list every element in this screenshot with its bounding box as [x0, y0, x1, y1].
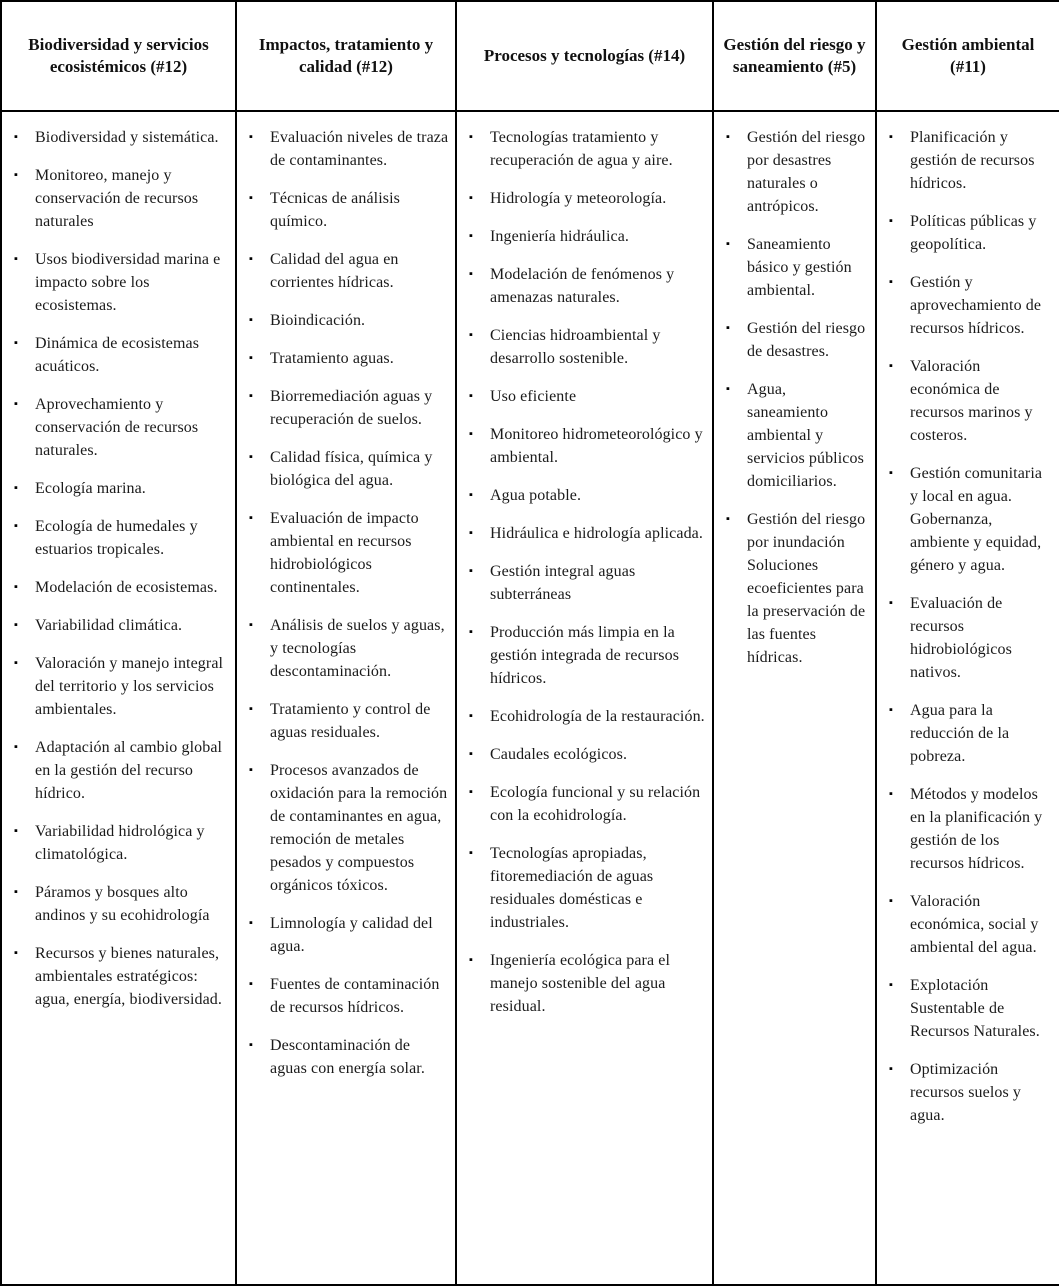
- list-item: [14, 393, 229, 462]
- topic-text: Gestión integral aguas subterráneas: [490, 563, 636, 603]
- bullet-icon: ▪: [889, 360, 893, 372]
- bullet-icon: ▪: [14, 657, 18, 669]
- bullet-icon: ▪: [469, 131, 473, 143]
- list-item: [889, 210, 1053, 256]
- list-item: [889, 974, 1053, 1043]
- topic-list-impactos: [249, 126, 449, 1080]
- list-item: [14, 736, 229, 805]
- topic-text: Evaluación de impacto ambiental en recursos hidrobiológicos continentales.: [270, 510, 419, 596]
- list-item: [249, 912, 449, 958]
- topic-text: Evaluación niveles de traza de contaminantes.: [270, 129, 449, 169]
- topic-text: Hidráulica e hidrología aplicada.: [490, 525, 703, 542]
- topic-text: Hidrología y meteorología.: [490, 190, 667, 207]
- list-item: [469, 263, 706, 309]
- list-item: [249, 614, 449, 683]
- bullet-icon: ▪: [469, 710, 473, 722]
- list-item: [249, 126, 449, 172]
- bullet-icon: ▪: [469, 192, 473, 204]
- column-cell-impactos: [236, 111, 456, 1285]
- bullet-icon: ▪: [14, 169, 18, 181]
- topic-text: Variabilidad hidrológica y climatológica.: [35, 823, 205, 863]
- bullet-icon: ▪: [889, 788, 893, 800]
- topic-list-biodiversidad: [14, 126, 229, 1011]
- list-item: [14, 614, 229, 637]
- topic-text: Saneamiento básico y gestión ambiental.: [747, 236, 852, 299]
- topic-text: Monitoreo, manejo y conservación de recursos naturales: [35, 167, 199, 230]
- list-item: [14, 164, 229, 233]
- bullet-icon: ▪: [469, 428, 473, 440]
- bullet-icon: ▪: [469, 489, 473, 501]
- bullet-icon: ▪: [726, 383, 730, 395]
- bullet-icon: ▪: [14, 619, 18, 631]
- topic-list-gestion-ambiental: [889, 126, 1053, 1127]
- list-item: [469, 560, 706, 606]
- list-item: [889, 126, 1053, 195]
- list-item: [889, 1058, 1053, 1127]
- list-item: [14, 477, 229, 500]
- bullet-icon: ▪: [469, 230, 473, 242]
- list-item: [249, 309, 449, 332]
- bullet-icon: ▪: [14, 947, 18, 959]
- topic-text: Valoración y manejo integral del territorio y los servicios ambientales.: [35, 655, 224, 718]
- topic-text: Adaptación al cambio global en la gestión del recurso hídrico.: [35, 739, 223, 802]
- bullet-icon: ▪: [889, 597, 893, 609]
- list-item: [726, 317, 869, 363]
- list-item: [726, 508, 869, 669]
- bullet-icon: ▪: [726, 238, 730, 250]
- list-item: [249, 507, 449, 599]
- topic-list-riesgo-saneamiento: [726, 126, 869, 669]
- bullet-icon: ▪: [249, 192, 253, 204]
- column-header-procesos: Procesos y tecnologías (#14): [456, 1, 713, 111]
- bullet-icon: ▪: [469, 748, 473, 760]
- bullet-icon: ▪: [726, 131, 730, 143]
- topic-text: Uso eficiente: [490, 388, 577, 405]
- list-item: [249, 347, 449, 370]
- list-item: [249, 248, 449, 294]
- topic-text: Agua para la reducción de la pobreza.: [910, 702, 1010, 765]
- topic-text: Tratamiento aguas.: [270, 350, 394, 367]
- column-cell-gestion-ambiental: [876, 111, 1059, 1285]
- column-cell-biodiversidad: [1, 111, 236, 1285]
- bullet-icon: ▪: [469, 954, 473, 966]
- list-item: [889, 462, 1053, 577]
- column-cell-riesgo-saneamiento: [713, 111, 876, 1285]
- topic-text: Ciencias hidroambiental y desarrollo sostenible.: [490, 327, 661, 367]
- bullet-icon: ▪: [249, 703, 253, 715]
- bullet-icon: ▪: [14, 581, 18, 593]
- topic-text: Ingeniería ecológica para el manejo sostenible del agua residual.: [490, 952, 671, 1015]
- topic-text: Tecnologías apropiadas, fitoremediación de aguas residuales domésticas e industriales.: [490, 845, 654, 931]
- bullet-icon: ▪: [889, 895, 893, 907]
- list-item: [469, 949, 706, 1018]
- topic-text: Recursos y bienes naturales, ambientales estratégicos: agua, energía, biodiversidad.: [35, 945, 222, 1008]
- bullet-icon: ▪: [249, 764, 253, 776]
- list-item: [469, 126, 706, 172]
- list-item: [469, 522, 706, 545]
- bullet-icon: ▪: [469, 626, 473, 638]
- list-item: [249, 187, 449, 233]
- bullet-icon: ▪: [249, 451, 253, 463]
- list-item: [14, 515, 229, 561]
- bullet-icon: ▪: [249, 512, 253, 524]
- list-item: [469, 621, 706, 690]
- bullet-icon: ▪: [889, 215, 893, 227]
- topic-list-procesos: [469, 126, 706, 1018]
- list-item: [469, 225, 706, 248]
- topic-text: Análisis de suelos y aguas, y tecnologías descontaminación.: [270, 617, 445, 680]
- list-item: [469, 385, 706, 408]
- topic-text: Ingeniería hidráulica.: [490, 228, 630, 245]
- topic-text: Páramos y bosques alto andinos y su ecohidrología: [35, 884, 210, 924]
- topic-text: Gestión y aprovechamiento de recursos hídricos.: [910, 274, 1042, 337]
- bullet-icon: ▪: [889, 131, 893, 143]
- list-item: [889, 783, 1053, 875]
- topic-text: Valoración económica, social y ambiental del agua.: [910, 893, 1039, 956]
- bullet-icon: ▪: [469, 329, 473, 341]
- bullet-icon: ▪: [889, 276, 893, 288]
- bullet-icon: ▪: [14, 886, 18, 898]
- column-header-biodiversidad: Biodiversidad y servicios ecosistémicos (#12): [1, 1, 236, 111]
- bullet-icon: ▪: [726, 513, 730, 525]
- bullet-icon: ▪: [889, 704, 893, 716]
- bullet-icon: ▪: [469, 268, 473, 280]
- list-item: [726, 378, 869, 493]
- list-item: [469, 484, 706, 507]
- topic-text: Explotación Sustentable de Recursos Naturales.: [910, 977, 1040, 1040]
- bullet-icon: ▪: [469, 565, 473, 577]
- topic-text: Ecología funcional y su relación con la ecohidrología.: [490, 784, 701, 824]
- topic-text: Gestión del riesgo por desastres naturales o antrópicos.: [747, 129, 866, 215]
- topic-text: Tecnologías tratamiento y recuperación de agua y aire.: [490, 129, 673, 169]
- list-item: [726, 233, 869, 302]
- topic-text: Dinámica de ecosistemas acuáticos.: [35, 335, 200, 375]
- bullet-icon: ▪: [249, 619, 253, 631]
- list-item: [249, 973, 449, 1019]
- column-cell-procesos: [456, 111, 713, 1285]
- topic-text: Métodos y modelos en la planificación y gestión de los recursos hídricos.: [910, 786, 1043, 872]
- topic-text: Modelación de ecosistemas.: [35, 579, 218, 596]
- list-item: [249, 1034, 449, 1080]
- topic-text: Optimización recursos suelos y agua.: [910, 1061, 1022, 1124]
- bullet-icon: ▪: [249, 390, 253, 402]
- topic-text: Calidad física, química y biológica del agua.: [270, 449, 433, 489]
- list-item: [14, 576, 229, 599]
- topic-text: Caudales ecológicos.: [490, 746, 628, 763]
- topic-text: Descontaminación de aguas con energía solar.: [270, 1037, 425, 1077]
- topic-text: Ecología marina.: [35, 480, 146, 497]
- list-item: [14, 248, 229, 317]
- bullet-icon: ▪: [469, 786, 473, 798]
- bullet-icon: ▪: [249, 1039, 253, 1051]
- bullet-icon: ▪: [889, 467, 893, 479]
- topic-text: Evaluación de recursos hidrobiológicos nativos.: [910, 595, 1012, 681]
- list-item: [889, 355, 1053, 447]
- topic-text: Producción más limpia en la gestión integrada de recursos hídricos.: [490, 624, 680, 687]
- bullet-icon: ▪: [249, 352, 253, 364]
- bullet-icon: ▪: [14, 520, 18, 532]
- list-item: [14, 652, 229, 721]
- bullet-icon: ▪: [14, 825, 18, 837]
- bullet-icon: ▪: [249, 917, 253, 929]
- topic-text: Agua potable.: [490, 487, 582, 504]
- topic-text: Variabilidad climática.: [35, 617, 183, 634]
- column-header-riesgo-saneamiento: Gestión del riesgo y saneamiento (#5): [713, 1, 876, 111]
- topic-text: Valoración económica de recursos marinos y costeros.: [910, 358, 1033, 444]
- list-item: [14, 332, 229, 378]
- header-row: [1, 1, 1059, 111]
- bullet-icon: ▪: [14, 482, 18, 494]
- topic-text: Procesos avanzados de oxidación para la remoción de contaminantes en agua, remoción de metales pesados y compuestos orgánicos tóxicos.: [270, 762, 448, 894]
- bullet-icon: ▪: [889, 979, 893, 991]
- bullet-icon: ▪: [14, 253, 18, 265]
- topic-text: Modelación de fenómenos y amenazas naturales.: [490, 266, 675, 306]
- topic-text: Aprovechamiento y conservación de recursos naturales.: [35, 396, 199, 459]
- list-item: [14, 126, 229, 149]
- topic-text: Planificación y gestión de recursos hídricos.: [910, 129, 1035, 192]
- topic-text: Ecohidrología de la restauración.: [490, 708, 705, 725]
- body-row: [1, 111, 1059, 1285]
- list-item: [469, 842, 706, 934]
- list-item: [14, 942, 229, 1011]
- topic-text: Limnología y calidad del agua.: [270, 915, 433, 955]
- topic-text: Gestión del riesgo por inundación Soluciones ecoeficientes para la preservación de las fuentes hídricas.: [747, 511, 866, 666]
- list-item: [469, 781, 706, 827]
- list-item: [249, 446, 449, 492]
- bullet-icon: ▪: [14, 131, 18, 143]
- topic-text: Agua, saneamiento ambiental y servicios públicos domiciliarios.: [747, 381, 864, 490]
- bullet-icon: ▪: [14, 398, 18, 410]
- bullet-icon: ▪: [249, 131, 253, 143]
- topic-text: Tratamiento y control de aguas residuales.: [270, 701, 431, 741]
- bullet-icon: ▪: [469, 527, 473, 539]
- bullet-icon: ▪: [889, 1063, 893, 1075]
- bullet-icon: ▪: [249, 253, 253, 265]
- list-item: [469, 423, 706, 469]
- list-item: [469, 743, 706, 766]
- topic-text: Biodiversidad y sistemática.: [35, 129, 219, 146]
- list-item: [469, 187, 706, 210]
- column-header-impactos: Impactos, tratamiento y calidad (#12): [236, 1, 456, 111]
- list-item: [469, 705, 706, 728]
- bullet-icon: ▪: [249, 314, 253, 326]
- bullet-icon: ▪: [726, 322, 730, 334]
- list-item: [14, 820, 229, 866]
- list-item: [889, 271, 1053, 340]
- list-item: [726, 126, 869, 218]
- list-item: [249, 698, 449, 744]
- bullet-icon: ▪: [14, 337, 18, 349]
- bullet-icon: ▪: [249, 978, 253, 990]
- list-item: [249, 759, 449, 897]
- list-item: [14, 881, 229, 927]
- list-item: [249, 385, 449, 431]
- list-item: [889, 699, 1053, 768]
- list-item: [889, 890, 1053, 959]
- bullet-icon: ▪: [469, 390, 473, 402]
- topic-text: Usos biodiversidad marina e impacto sobre los ecosistemas.: [35, 251, 221, 314]
- topic-text: Monitoreo hidrometeorológico y ambiental.: [490, 426, 703, 466]
- topic-text: Fuentes de contaminación de recursos hídricos.: [270, 976, 440, 1016]
- bullet-icon: ▪: [14, 741, 18, 753]
- topic-text: Técnicas de análisis químico.: [270, 190, 400, 230]
- column-header-gestion-ambiental: Gestión ambiental (#11): [876, 1, 1059, 111]
- topic-text: Biorremediación aguas y recuperación de suelos.: [270, 388, 433, 428]
- list-item: [889, 592, 1053, 684]
- list-item: [469, 324, 706, 370]
- topic-text: Bioindicación.: [270, 312, 366, 329]
- topic-text: Ecología de humedales y estuarios tropicales.: [35, 518, 198, 558]
- topic-text: Gestión del riesgo de desastres.: [747, 320, 866, 360]
- topic-text: Políticas públicas y geopolítica.: [910, 213, 1037, 253]
- topic-text: Calidad del agua en corrientes hídricas.: [270, 251, 399, 291]
- bullet-icon: ▪: [469, 847, 473, 859]
- topic-text: Gestión comunitaria y local en agua. Gobernanza, ambiente y equidad, género y agua.: [910, 465, 1043, 574]
